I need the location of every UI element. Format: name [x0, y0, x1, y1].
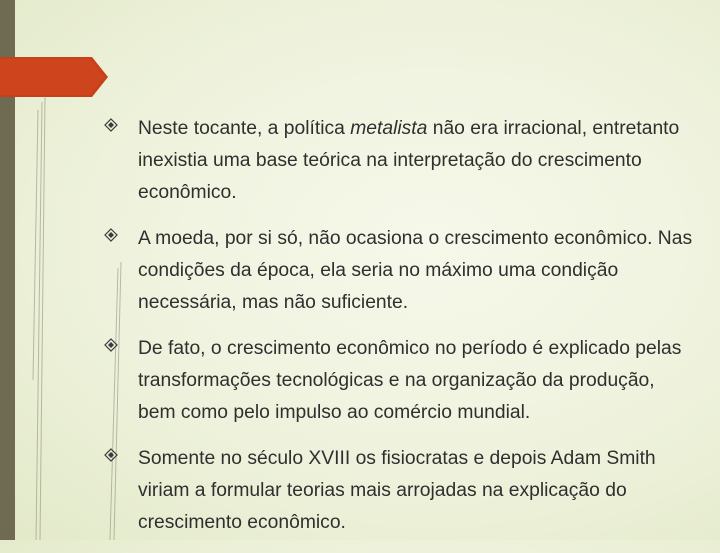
bullet-list [104, 113, 694, 553]
diamond-bullet-icon [104, 228, 118, 242]
list-item [104, 443, 694, 539]
diamond-bullet-icon [104, 338, 118, 352]
list-item [104, 113, 694, 209]
bullet-text: De fato, o crescimento econômico no período é explicado pelas transformações tecnológicas e na organização da produção, bem como pelo impulso ao comércio mundial. [138, 338, 682, 423]
list-item [104, 333, 694, 429]
bullet-text: Somente no século XVIII os fisiocratas e depois Adam Smith viriam a formular teorias mais arrojadas na explicação do crescimento econômico. [138, 448, 656, 533]
diamond-bullet-icon [104, 118, 118, 132]
bullet-text: Neste tocante, a política metalista não era irracional, entretanto inexistia uma base teórica na interpretação do crescimento econômico. [138, 118, 680, 203]
bullet-text: A moeda, por si só, não ocasiona o crescimento econômico. Nas condições da época, ela seria no máximo uma condição necessária, mas não suficiente. [138, 228, 693, 313]
diamond-bullet-icon [104, 448, 118, 462]
accent-tab-shape [0, 57, 108, 97]
list-item [104, 223, 694, 319]
italic-term: metalista [350, 118, 428, 139]
